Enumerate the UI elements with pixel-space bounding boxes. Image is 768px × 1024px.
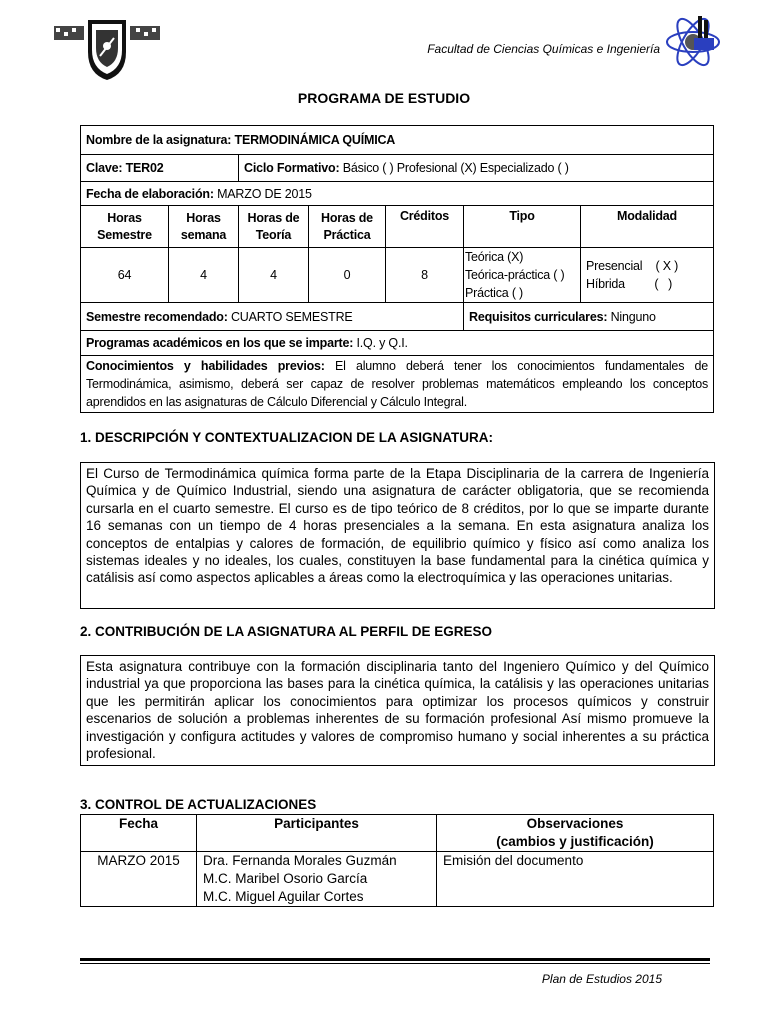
course-name-cell <box>81 126 714 155</box>
requirements-value: Ninguno <box>610 309 656 324</box>
footer-divider-thin <box>80 963 710 964</box>
semester-value: CUARTO SEMESTRE <box>230 309 353 324</box>
value-creditos: 8 <box>386 248 464 303</box>
course-name-value: TERMODINÁMICA QUÍMICA <box>234 133 396 147</box>
date-cell <box>81 182 714 206</box>
footer-text: Plan de Estudios 2015 <box>541 972 662 986</box>
programs-value: I.Q. y Q.I. <box>356 336 408 350</box>
header-creditos: Créditos <box>386 206 464 248</box>
row-participantes <box>197 852 437 907</box>
page-title: PROGRAMA DE ESTUDIO <box>297 90 471 106</box>
requirements-cell <box>464 303 714 331</box>
semester-cell <box>81 303 464 331</box>
col-obs-line1: Observaciones <box>526 816 624 831</box>
cycle-value: Básico ( ) Profesional (X) Especializado ( ) <box>342 161 569 175</box>
section-1-title: 1. DESCRIPCIÓN Y CONTEXTUALIZACION DE LA ASIGNATURA: <box>80 430 494 445</box>
value-horas-semestre: 64 <box>81 248 169 303</box>
section-1-text: El Curso de Termodinámica química forma parte de la Etapa Disciplinaria de la carrera de Ingeniería Química y de Químico Industrial, siendo una asignatura de carácter obligatoria, que se recomienda cursarla en el cuarto semestre. El curso es de tipo teórico de 8 créditos, por lo que se imparte durante 16 semanas con un tiempo de 4 horas presenciales a la semana. En esta asignatura analiza los conceptos de entalpias y calores de formación, de equilibrio químico y físico así como analiza los sistemas ideales y no ideales, los cuales, constituyen la base fundamental para la cinética química y catálisis así como aspectos aplicables a áreas como la electroquímica y las operaciones unitarias. <box>80 462 715 609</box>
tipo-practica: Práctica ( ) <box>465 286 524 300</box>
section-2-title: 2. CONTRIBUCIÓN DE LA ASIGNATURA AL PERFIL DE EGRESO <box>80 624 493 639</box>
participant: M.C. Miguel Aguilar Cortes <box>203 889 364 904</box>
date-label: Fecha de elaboración: <box>86 186 214 201</box>
section-3-title: 3. CONTROL DE ACTUALIZACIONES <box>80 797 317 812</box>
prior-knowledge-cell <box>81 356 714 413</box>
faculty-name: Facultad de Ciencias Químicas e Ingeniería <box>427 42 660 56</box>
value-horas-semana: 4 <box>169 248 239 303</box>
tipo-teorica: Teórica (X) <box>465 250 524 264</box>
updates-table <box>80 814 714 907</box>
modalidad-hibrida: Híbrida ( ) <box>586 277 673 291</box>
header-horas-practica: Horas de Práctica <box>309 206 386 248</box>
header-tipo: Tipo <box>464 206 581 248</box>
modalidad-presencial: Presencial ( X ) <box>586 259 679 273</box>
cycle-label: Ciclo Formativo: <box>244 161 340 175</box>
date-value: MARZO DE 2015 <box>217 186 312 201</box>
header-modalidad: Modalidad <box>581 206 714 248</box>
col-obs-line2: (cambios y justificación) <box>496 834 654 849</box>
semester-label: Semestre recomendado: <box>86 309 228 324</box>
table-row <box>81 852 714 907</box>
footer-divider <box>80 958 710 961</box>
course-name-label: Nombre de la asignatura: <box>86 133 232 147</box>
prior-knowledge-value: El alumno deberá tener los conocimientos fundamentales de Termodinámica, asimismo, deberá ser capaz de resolver problemas matemáticos empleando los conceptos aprendidos en las asignaturas de Cálculo Diferencial y Cálculo Integral. <box>86 359 708 409</box>
header-horas-semestre: Horas Semestre <box>81 206 169 248</box>
faculty-logo <box>664 10 722 70</box>
header-horas-semana: Horas semana <box>169 206 239 248</box>
value-horas-teoria: 4 <box>239 248 309 303</box>
prior-knowledge-label: Conocimientos y habilidades previos: <box>86 359 325 373</box>
requirements-label: Requisitos curriculares: <box>469 309 608 324</box>
tipo-cell <box>464 248 581 303</box>
value-horas-practica: 0 <box>309 248 386 303</box>
row-fecha: MARZO 2015 <box>81 852 197 907</box>
modalidad-cell <box>581 248 714 303</box>
col-fecha: Fecha <box>81 815 197 852</box>
course-code-label: Clave: <box>86 161 123 175</box>
header-horas-teoria: Horas de Teoría <box>239 206 309 248</box>
programs-label: Programas académicos en los que se imparte: <box>86 336 354 350</box>
col-observaciones <box>437 815 714 852</box>
row-observaciones: Emisión del documento <box>437 852 714 907</box>
course-info-table <box>80 125 714 413</box>
participant: M.C. Maribel Osorio García <box>203 871 368 886</box>
programs-cell <box>81 331 714 356</box>
university-logo <box>52 16 162 82</box>
participant: Dra. Fernanda Morales Guzmán <box>203 853 397 868</box>
course-code-value: TER02 <box>125 161 164 175</box>
cycle-cell <box>239 155 714 182</box>
tipo-teorica-practica: Teórica-práctica ( ) <box>465 268 565 282</box>
col-participantes: Participantes <box>197 815 437 852</box>
section-2-text: Esta asignatura contribuye con la formación disciplinaria tanto del Ingeniero Químico y del Químico industrial ya que proporciona las bases para la cinética química, la catálisis y las operaciones unitarias que les permitirán aplicar los conocimientos para optimizar los procesos químicos y construir escenarios de solución a problemas inherentes de su formación profesional Así mismo promueve la investigación y configura actitudes y valores de compromiso humano y social inherentes a su práctica profesional. <box>80 655 715 766</box>
course-code-cell <box>81 155 239 182</box>
